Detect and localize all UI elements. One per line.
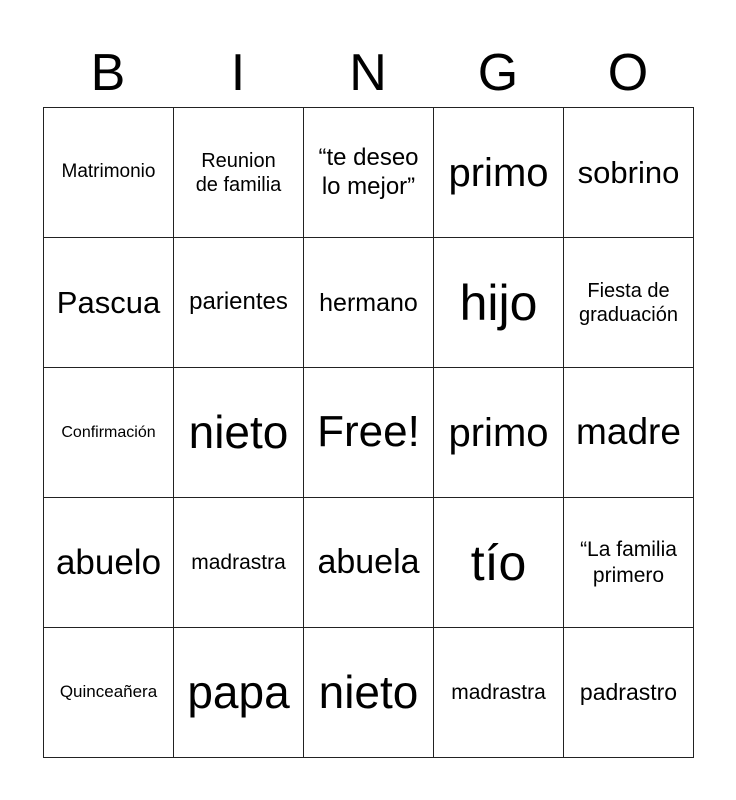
cell-text: sobrino bbox=[577, 154, 680, 190]
bingo-cell-r2-c1[interactable] bbox=[44, 238, 174, 368]
bingo-cell-r4-c4[interactable] bbox=[434, 498, 564, 628]
cell-text: Fiesta de graduación bbox=[579, 279, 678, 326]
bingo-cell-r2-c3[interactable] bbox=[304, 238, 434, 368]
cell-text: Reunion de familia bbox=[195, 149, 282, 196]
bingo-cell-r3-c4[interactable] bbox=[434, 368, 564, 498]
cell-text: abuelo bbox=[55, 542, 162, 582]
cell-text: “La familia primero bbox=[580, 538, 677, 587]
cell-text: papa bbox=[187, 665, 290, 718]
bingo-cell-r1-c2[interactable] bbox=[174, 108, 304, 238]
cell-text: abuela bbox=[317, 543, 420, 582]
bingo-cell-r3-c3[interactable] bbox=[304, 368, 434, 498]
bingo-cell-r2-c5[interactable] bbox=[564, 238, 694, 368]
bingo-cell-r3-c1[interactable] bbox=[44, 368, 174, 498]
cell-text: padrastro bbox=[579, 678, 678, 705]
bingo-cell-r1-c4[interactable] bbox=[434, 108, 564, 238]
header-letter-g: G bbox=[477, 44, 519, 102]
bingo-cell-r5-c1[interactable] bbox=[44, 628, 174, 758]
cell-text: Quinceañera bbox=[59, 682, 158, 702]
header-letter-n: N bbox=[349, 44, 387, 102]
bingo-cell-r5-c2[interactable] bbox=[174, 628, 304, 758]
bingo-cell-r4-c1[interactable] bbox=[44, 498, 174, 628]
header-letter-b: B bbox=[90, 44, 126, 102]
cell-text: hijo bbox=[459, 274, 538, 331]
cell-text: Confirmación bbox=[61, 423, 156, 441]
bingo-header bbox=[43, 42, 693, 108]
cell-text: nieto bbox=[318, 665, 419, 718]
header-letter-o: O bbox=[607, 44, 649, 102]
bingo-cell-r3-c2[interactable] bbox=[174, 368, 304, 498]
bingo-card-grid bbox=[43, 107, 694, 758]
cell-text: madrastra bbox=[191, 550, 286, 574]
cell-text: parientes bbox=[189, 288, 288, 316]
cell-text: Matrimonio bbox=[61, 161, 156, 183]
header-letter-i: I bbox=[230, 44, 246, 102]
cell-text: madrastra bbox=[451, 680, 546, 704]
cell-text: madre bbox=[576, 411, 681, 453]
bingo-cell-r2-c4[interactable] bbox=[434, 238, 564, 368]
bingo-cell-r4-c3[interactable] bbox=[304, 498, 434, 628]
bingo-cell-r4-c5[interactable] bbox=[564, 498, 694, 628]
cell-text: primo bbox=[448, 410, 549, 455]
bingo-cell-r1-c1[interactable] bbox=[44, 108, 174, 238]
bingo-cell-r5-c5[interactable] bbox=[564, 628, 694, 758]
cell-text: hermano bbox=[319, 288, 418, 317]
bingo-cell-r4-c2[interactable] bbox=[174, 498, 304, 628]
cell-text: Free! bbox=[317, 407, 420, 457]
cell-text: primo bbox=[448, 150, 549, 195]
bingo-cell-r5-c3[interactable] bbox=[304, 628, 434, 758]
cell-text: nieto bbox=[188, 405, 289, 458]
cell-text: tío bbox=[470, 534, 527, 591]
cell-text: Pascua bbox=[56, 284, 161, 320]
bingo-cell-r3-c5[interactable] bbox=[564, 368, 694, 498]
bingo-cell-r5-c4[interactable] bbox=[434, 628, 564, 758]
bingo-cell-r1-c3[interactable] bbox=[304, 108, 434, 238]
cell-text: “te deseo lo mejor” bbox=[318, 143, 419, 200]
bingo-cell-r2-c2[interactable] bbox=[174, 238, 304, 368]
bingo-cell-r1-c5[interactable] bbox=[564, 108, 694, 238]
